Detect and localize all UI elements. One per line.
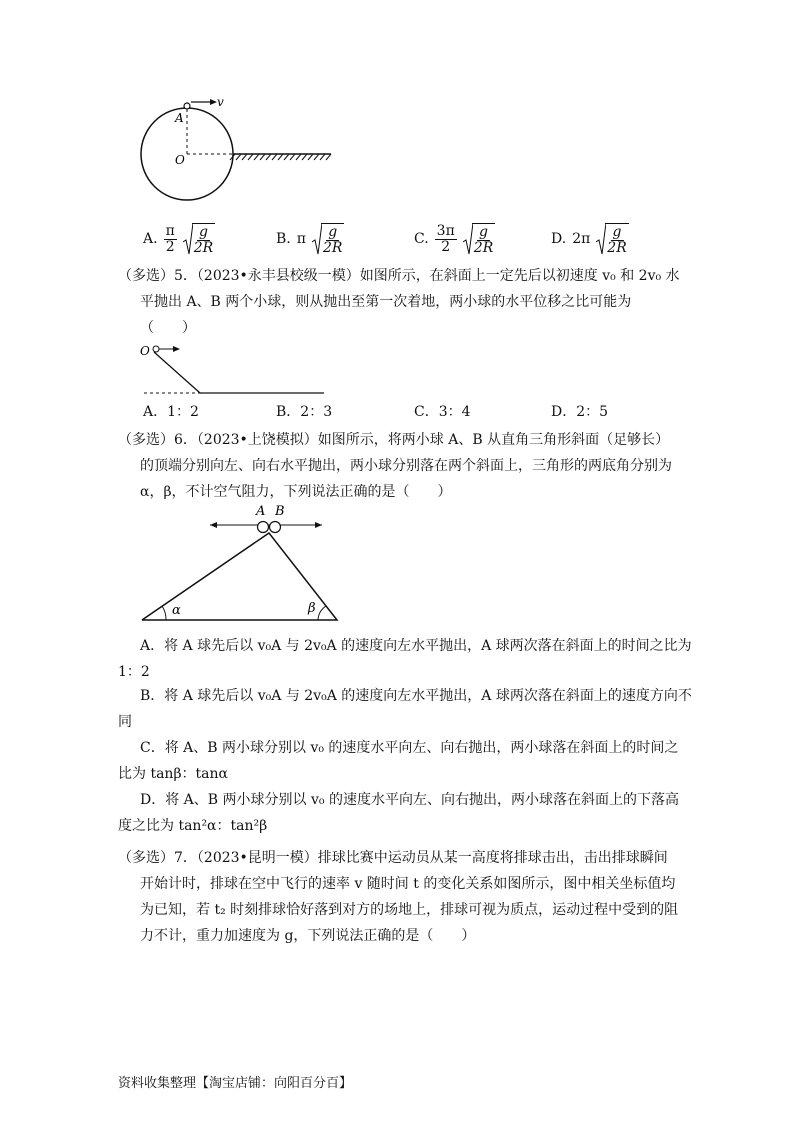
q6-option-d-line-1: D．将 A、B 两小球分别以 v₀ 的速度水平向左、向右抛出，两小球落在斜面上的下落高 <box>140 792 679 808</box>
q5-line-1: （多选）5．（2023•永丰县校级一模）如图所示，在斜面上一定先后以初速度 v₀ 和 2v₀ 水 <box>118 268 680 284</box>
label-alpha: α <box>172 603 181 618</box>
q5-option-a: A．1：2 <box>143 404 199 420</box>
q5-line-3: （ ） <box>140 320 196 336</box>
q5-option-d: D．2：5 <box>551 404 609 420</box>
q7-line-1: （多选）7．（2023•昆明一模）排球比赛中运动员从某一高度将排球击出，击出排球瞬间 <box>118 850 668 866</box>
q5-option-b: B．2：3 <box>276 404 333 420</box>
q4-option-a: A. $\frac{\pi}{2}$ $\frac{g}{2R}$ <box>143 222 214 256</box>
q4-option-c: C. $\frac{3\pi}{2}$ $\frac{g}{2R}$ <box>414 222 494 256</box>
label-O: O <box>175 153 185 167</box>
label-v: v <box>217 95 224 109</box>
q6-option-a-line-1: A．将 A 球先后以 v₀A 与 2v₀A 的速度向左水平抛出，A 球两次落在斜面上的时间之比为 <box>140 638 692 654</box>
q7-line-3: 为已知，若 t₂ 时刻排球恰好落到对方的场地上，排球可视为质点，运动过程中受到的阻 <box>140 902 679 918</box>
circle-diagram <box>135 92 340 202</box>
q6-option-c-line-2: 比为 tanβ：tanα <box>118 766 228 782</box>
triangle-diagram <box>138 500 348 624</box>
q6-option-b-line-2: 同 <box>118 714 132 730</box>
q6-line-2: 的顶端分别向左、向右水平抛出，两小球分别落在两个斜面上，三角形的两底角分别为 <box>140 458 672 474</box>
footer-source: 资料收集整理【淘宝店铺：向阳百分百】 <box>118 1076 353 1091</box>
label-B: B <box>275 504 285 519</box>
q7-line-2: 开始计时，排球在空中飞行的速率 v 随时间 t 的变化关系如图所示，图中相关坐标值均 <box>140 876 676 892</box>
q5-option-c: C．3：4 <box>414 404 471 420</box>
incline-diagram <box>138 338 328 400</box>
q7-line-4: 力不计，重力加速度为 g，下列说法正确的是（ ） <box>140 928 476 944</box>
q6-option-a-line-2: 1：2 <box>118 664 150 680</box>
q5-line-2: 平抛出 A、B 两个小球，则从抛出至第一次着地，两小球的水平位移之比可能为 <box>140 294 632 310</box>
q4-option-d: D. 2π $\frac{g}{2R}$ <box>551 223 627 256</box>
q6-line-1: （多选）6．（2023•上饶模拟）如图所示，将两小球 A、B 从直角三角形斜面（足够长） <box>118 432 670 448</box>
label-A: A <box>256 504 266 519</box>
q6-line-3: α，β，不计空气阻力，下列说法正确的是（ ） <box>140 484 452 500</box>
label-O: O <box>140 344 150 358</box>
label-A: A <box>175 111 184 125</box>
q4-option-b: B. π $\frac{g}{2R}$ <box>276 223 343 256</box>
q6-option-d-line-2: 度之比为 tan²α：tan²β <box>118 818 268 834</box>
q6-option-b-line-1: B．将 A 球先后以 v₀A 与 2v₀A 的速度向左水平抛出，A 球两次落在斜面上的速度方向不 <box>140 688 692 704</box>
q6-option-c-line-1: C．将 A、B 两小球分别以 v₀ 的速度水平向左、向右抛出，两小球落在斜面上的时间之 <box>140 740 679 756</box>
label-beta: β <box>308 601 316 616</box>
